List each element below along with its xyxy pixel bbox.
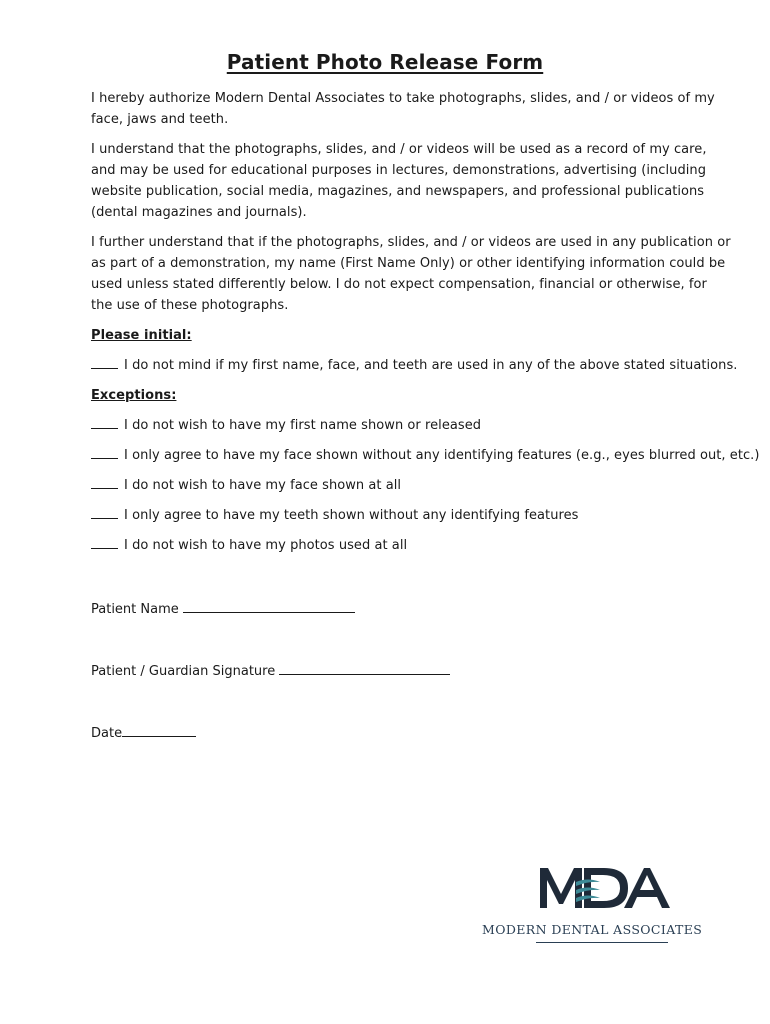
page-title: Patient Photo Release Form <box>226 50 544 74</box>
logo-underline <box>536 942 668 943</box>
exception-item <box>91 535 731 556</box>
patient-name-label: Patient Name <box>91 602 179 617</box>
signature-input[interactable] <box>279 661 450 675</box>
exception-item <box>91 445 760 466</box>
mda-logo <box>478 860 723 950</box>
exception-label: I only agree to have my face shown without any identifying features (e.g., eyes blurred out, etc.) <box>124 448 760 463</box>
signature-row <box>91 661 450 682</box>
initial-blank[interactable] <box>91 476 118 489</box>
logo-name: MODERN DENTAL ASSOCIATES <box>482 922 703 937</box>
exception-item <box>91 475 731 496</box>
date-input[interactable] <box>122 723 196 737</box>
initial-blank[interactable] <box>91 506 118 519</box>
exception-label: I do not wish to have my face shown at all <box>124 478 402 493</box>
patient-name-row <box>91 599 355 620</box>
signature-label: Patient / Guardian Signature <box>91 664 276 679</box>
initial-blank[interactable] <box>91 536 118 549</box>
initial-option-label: I do not mind if my first name, face, and teeth are used in any of the above stated situations. <box>124 358 738 373</box>
mda-logo-mark <box>478 860 723 922</box>
exception-label: I do not wish to have my first name shown or released <box>124 418 482 433</box>
initial-blank[interactable] <box>91 416 118 429</box>
date-label: Date <box>91 726 123 741</box>
patient-name-input[interactable] <box>183 599 355 613</box>
form-body <box>91 88 760 565</box>
exception-label: I only agree to have my teeth shown without any identifying features <box>124 508 579 523</box>
publication-paragraph: I further understand that if the photographs, slides, and / or videos are used in any publication or as part of a demonstration, my name (First Name Only) or other identifying information could be used unless stated differently below. I do not expect compensation, financial or otherwise, for the use of these photographs. <box>91 235 731 313</box>
initial-blank[interactable] <box>91 446 118 459</box>
intro-paragraph: I hereby authorize Modern Dental Associates to take photographs, slides, and / or videos of my face, jaws and teeth. <box>91 91 715 127</box>
exception-item <box>91 505 731 526</box>
initial-option-all <box>91 355 738 376</box>
exceptions-heading: Exceptions: <box>91 388 177 403</box>
exception-label: I do not wish to have my photos used at all <box>124 538 408 553</box>
date-row <box>91 723 196 744</box>
initial-heading: Please initial: <box>91 328 192 343</box>
initial-blank[interactable] <box>91 356 118 369</box>
exception-item <box>91 415 731 436</box>
usage-paragraph: I understand that the photographs, slides, and / or videos will be used as a record of my care, and may be used for educational purposes in lectures, demonstrations, advertising (including website publication, social media, magazines, and newspapers, and professional publications (dental magazines and journals). <box>91 142 707 220</box>
